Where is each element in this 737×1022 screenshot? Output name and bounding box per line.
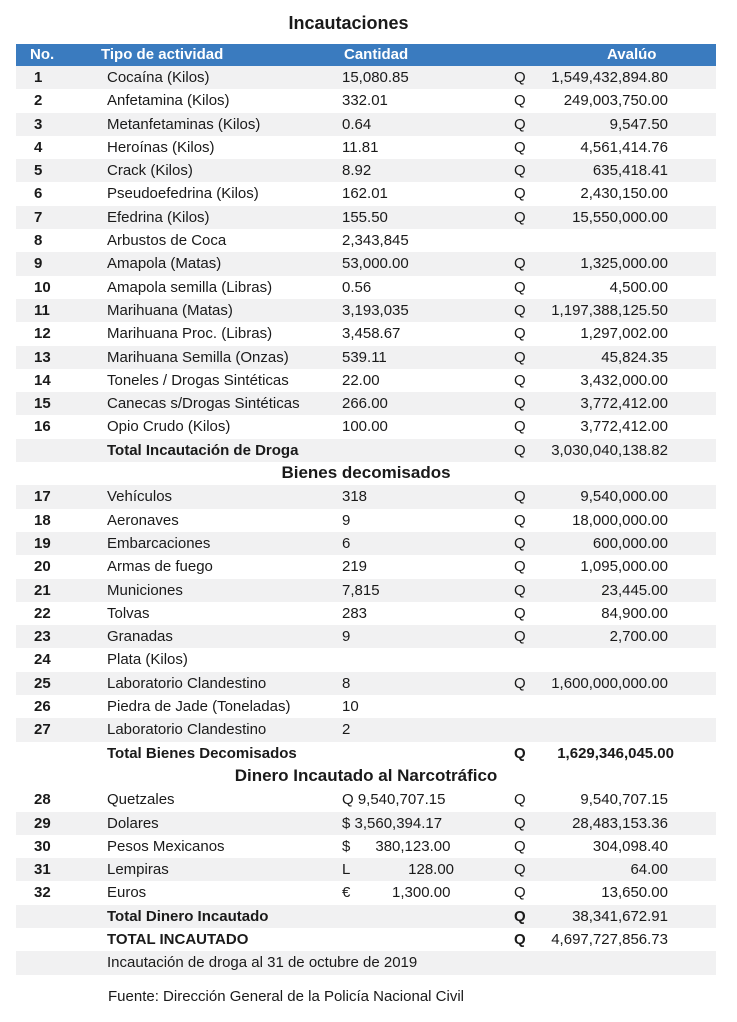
quantity-cell: 7,815 xyxy=(342,581,380,599)
table-row xyxy=(16,392,716,415)
table-row xyxy=(16,66,716,89)
total-value: 1,629,346,045.00 xyxy=(557,744,674,762)
currency-symbol: Q xyxy=(514,115,526,133)
currency-symbol: Q xyxy=(514,371,526,389)
row-number: 27 xyxy=(34,721,51,739)
activity-name: Canecas s/Drogas Sintéticas xyxy=(107,395,300,413)
table-row xyxy=(16,509,716,532)
total-label: Total Dinero Incautado xyxy=(107,907,269,925)
total-label: TOTAL INCAUTADO xyxy=(107,930,249,948)
currency-symbol: Q xyxy=(514,861,526,879)
row-number: 9 xyxy=(34,255,43,273)
quantity-cell: 0.56 xyxy=(342,278,372,296)
activity-name: Embarcaciones xyxy=(107,534,211,552)
quantity-cell: 0.64 xyxy=(342,115,372,133)
table-row xyxy=(16,672,716,695)
value-cell: 3,772,412.00 xyxy=(580,395,668,413)
currency-symbol: Q xyxy=(514,185,526,203)
value-cell: 3,772,412.00 xyxy=(580,418,668,436)
activity-name: Lempiras xyxy=(107,861,169,879)
row-number: 2 xyxy=(34,92,43,110)
table-row xyxy=(16,835,716,858)
currency-symbol: Q xyxy=(514,208,526,226)
section-heading-text: Bienes decomisados xyxy=(281,463,451,483)
table-row xyxy=(16,252,716,275)
quantity-cell: 155.50 xyxy=(342,208,388,226)
quantity-cell: 6 xyxy=(342,534,351,552)
quantity-cell: 332.01 xyxy=(342,92,388,110)
quantity-cell: 3,193,035 xyxy=(342,301,409,319)
table-row xyxy=(16,322,716,345)
value-cell: 1,297,002.00 xyxy=(580,325,668,343)
total-value: 3,030,040,138.82 xyxy=(551,441,668,459)
section-heading xyxy=(16,462,716,485)
header-value: Avalúo xyxy=(607,46,657,63)
row-number: 8 xyxy=(34,232,43,250)
quantity-cell: 8 xyxy=(342,674,351,692)
total-row xyxy=(16,905,716,928)
row-number: 5 xyxy=(34,162,43,180)
table-row xyxy=(16,299,716,322)
row-number: 3 xyxy=(34,115,43,133)
value-cell: 28,483,153.36 xyxy=(572,814,668,832)
currency-symbol: Q xyxy=(514,581,526,599)
currency-symbol: Q xyxy=(514,255,526,273)
value-cell: 635,418.41 xyxy=(592,162,668,180)
activity-name: Tolvas xyxy=(107,604,150,622)
activity-name: Opio Crudo (Kilos) xyxy=(107,418,231,436)
activity-name: Cocaína (Kilos) xyxy=(107,69,210,86)
activity-name: Plata (Kilos) xyxy=(107,651,188,669)
section-heading-text: Dinero Incautado al Narcotráfico xyxy=(234,765,498,785)
total-value: 4,697,727,856.73 xyxy=(551,930,668,948)
row-number: 21 xyxy=(34,581,51,599)
quantity-cell: 100.00 xyxy=(342,418,388,436)
table-row xyxy=(16,136,716,159)
activity-name: Marihuana Semilla (Onzas) xyxy=(107,348,289,366)
source-note: Fuente: Dirección General de la Policía Nacional Civil xyxy=(108,988,465,1005)
activity-name: Anfetamina (Kilos) xyxy=(107,92,230,110)
table-row xyxy=(16,206,716,229)
activity-name: Aeronaves xyxy=(107,511,179,529)
row-number: 16 xyxy=(34,418,51,436)
row-number: 31 xyxy=(34,861,51,879)
table-row xyxy=(16,788,716,811)
activity-name: Laboratorio Clandestino xyxy=(107,721,267,739)
currency-symbol: Q xyxy=(514,558,526,576)
table-row xyxy=(16,881,716,904)
table-row xyxy=(16,532,716,555)
page-title: Incautaciones xyxy=(288,13,409,33)
currency-symbol: Q xyxy=(514,418,526,436)
currency-symbol: Q xyxy=(514,884,526,902)
table-row xyxy=(16,415,716,438)
activity-name: Metanfetaminas (Kilos) xyxy=(107,115,261,133)
value-cell: 1,325,000.00 xyxy=(580,255,668,273)
currency-symbol: Q xyxy=(514,278,526,296)
activity-name: Amapola (Matas) xyxy=(107,255,222,273)
table-row xyxy=(16,579,716,602)
quantity-cell: 9 xyxy=(342,628,351,646)
table-row xyxy=(16,113,716,136)
quantity-cell: 162.01 xyxy=(342,185,388,203)
value-cell: 9,540,000.00 xyxy=(580,488,668,506)
activity-name: Marihuana Proc. (Libras) xyxy=(107,325,273,343)
currency-symbol: Q xyxy=(514,69,526,86)
value-cell: 1,549,432,894.80 xyxy=(551,69,668,86)
activity-name: Dolares xyxy=(107,814,159,832)
row-number: 25 xyxy=(34,674,51,692)
row-number: 18 xyxy=(34,511,51,529)
row-number: 11 xyxy=(34,301,50,319)
quantity-cell: $ 3,560,394.17 xyxy=(342,814,443,832)
row-number: 20 xyxy=(34,558,51,576)
value-cell: 304,098.40 xyxy=(592,837,668,855)
row-number: 17 xyxy=(34,488,51,506)
activity-name: Heroínas (Kilos) xyxy=(107,138,215,156)
table-header xyxy=(16,44,716,66)
value-cell: 1,600,000,000.00 xyxy=(551,674,668,692)
currency-symbol: Q xyxy=(514,814,526,832)
header-activity: Tipo de actividad xyxy=(101,46,224,63)
table-row xyxy=(16,602,716,625)
quantity-cell: $ 380,123.00 xyxy=(342,837,451,855)
table-row xyxy=(16,346,716,369)
date-note: Incautación de droga al 31 de octubre de 2019 xyxy=(107,954,418,972)
quantity-cell: 11.81 xyxy=(342,138,379,156)
row-number: 14 xyxy=(34,371,51,389)
activity-name: Euros xyxy=(107,884,147,902)
table-row xyxy=(16,718,716,741)
quantity-cell: 10 xyxy=(342,698,359,716)
value-cell: 600,000.00 xyxy=(592,534,668,552)
table-row xyxy=(16,695,716,718)
currency-symbol: Q xyxy=(514,907,526,925)
quantity-cell: 15,080.85 xyxy=(342,69,409,86)
activity-name: Arbustos de Coca xyxy=(107,232,227,250)
quantity-cell: 219 xyxy=(342,558,368,576)
currency-symbol: Q xyxy=(514,930,526,948)
date-note-row xyxy=(16,951,716,975)
table-row xyxy=(16,369,716,392)
activity-name: Granadas xyxy=(107,628,173,646)
quantity-cell: 266.00 xyxy=(342,395,388,413)
currency-symbol: Q xyxy=(514,628,526,646)
activity-name: Amapola semilla (Libras) xyxy=(107,278,273,296)
table-row xyxy=(16,625,716,648)
quantity-cell: 283 xyxy=(342,604,368,622)
activity-name: Armas de fuego xyxy=(107,558,213,576)
table-row xyxy=(16,89,716,112)
quantity-cell: Q 9,540,707.15 xyxy=(342,791,446,809)
currency-symbol: Q xyxy=(514,837,526,855)
currency-symbol: Q xyxy=(514,744,526,762)
value-cell: 15,550,000.00 xyxy=(572,208,668,226)
activity-name: Pseudoefedrina (Kilos) xyxy=(107,185,259,203)
quantity-cell: 2 xyxy=(342,721,351,739)
currency-symbol: Q xyxy=(514,162,526,180)
activity-name: Efedrina (Kilos) xyxy=(107,208,210,226)
row-number: 24 xyxy=(34,651,51,669)
row-number: 4 xyxy=(34,138,43,156)
total-row xyxy=(16,439,716,462)
activity-name: Pesos Mexicanos xyxy=(107,837,225,855)
row-number: 15 xyxy=(34,395,51,413)
value-cell: 1,197,388,125.50 xyxy=(551,301,668,319)
total-label: Total Incautación de Droga xyxy=(107,441,299,459)
currency-symbol: Q xyxy=(514,604,526,622)
currency-symbol: Q xyxy=(514,534,526,552)
value-cell: 1,095,000.00 xyxy=(580,558,668,576)
activity-name: Laboratorio Clandestino xyxy=(107,674,267,692)
quantity-cell: 53,000.00 xyxy=(342,255,409,273)
header-quantity: Cantidad xyxy=(344,46,409,63)
quantity-cell: L 128.00 xyxy=(342,861,455,879)
activity-name: Crack (Kilos) xyxy=(107,162,193,180)
activity-name: Toneles / Drogas Sintéticas xyxy=(107,371,289,389)
total-label: Total Bienes Decomisados xyxy=(107,744,297,762)
quantity-cell: 2,343,845 xyxy=(342,232,409,250)
value-cell: 45,824.35 xyxy=(601,348,668,366)
currency-symbol: Q xyxy=(514,301,526,319)
section-heading xyxy=(16,765,716,788)
row-number: 19 xyxy=(34,534,51,552)
currency-symbol: Q xyxy=(514,92,526,110)
value-cell: 2,700.00 xyxy=(609,628,668,646)
value-cell: 249,003,750.00 xyxy=(563,92,668,110)
currency-symbol: Q xyxy=(514,791,526,809)
currency-symbol: Q xyxy=(514,325,526,343)
row-number: 12 xyxy=(34,325,51,343)
row-number: 7 xyxy=(34,208,43,226)
activity-name: Municiones xyxy=(107,581,183,599)
value-cell: 13,650.00 xyxy=(601,884,668,902)
table-row xyxy=(16,159,716,182)
total-row xyxy=(16,928,716,951)
table-row xyxy=(16,812,716,835)
table-row xyxy=(16,182,716,205)
total-row xyxy=(16,742,716,765)
row-number: 1 xyxy=(34,69,43,86)
row-number: 10 xyxy=(34,278,51,296)
quantity-cell: 539.11 xyxy=(342,348,387,366)
value-cell: 84,900.00 xyxy=(601,604,668,622)
row-number: 28 xyxy=(34,791,51,809)
value-cell: 3,432,000.00 xyxy=(580,371,668,389)
currency-symbol: Q xyxy=(514,441,526,459)
row-number: 23 xyxy=(34,628,51,646)
quantity-cell: 22.00 xyxy=(342,371,380,389)
quantity-cell: 318 xyxy=(342,488,368,506)
row-number: 29 xyxy=(34,814,51,832)
row-number: 22 xyxy=(34,604,51,622)
quantity-cell: 3,458.67 xyxy=(342,325,401,343)
currency-symbol: Q xyxy=(514,511,526,529)
table-row xyxy=(16,276,716,299)
currency-symbol: Q xyxy=(514,348,526,366)
activity-name: Vehículos xyxy=(107,488,173,506)
activity-name: Marihuana (Matas) xyxy=(107,301,233,319)
table-row xyxy=(16,555,716,578)
row-number: 6 xyxy=(34,185,43,203)
row-number: 26 xyxy=(34,698,51,716)
row-number: 13 xyxy=(34,348,51,366)
currency-symbol: Q xyxy=(514,138,526,156)
value-cell: 4,561,414.76 xyxy=(580,138,668,156)
value-cell: 4,500.00 xyxy=(609,278,668,296)
row-number: 30 xyxy=(34,837,51,855)
table-row xyxy=(16,229,716,252)
quantity-cell: 8.92 xyxy=(342,162,372,180)
activity-name: Piedra de Jade (Toneladas) xyxy=(107,698,291,716)
table-row xyxy=(16,648,716,671)
table-row xyxy=(16,858,716,881)
currency-symbol: Q xyxy=(514,488,526,506)
row-number: 32 xyxy=(34,884,51,902)
value-cell: 2,430,150.00 xyxy=(580,185,668,203)
currency-symbol: Q xyxy=(514,395,526,413)
quantity-cell: € 1,300.00 xyxy=(342,884,451,902)
quantity-cell: 9 xyxy=(342,511,351,529)
currency-symbol: Q xyxy=(514,674,526,692)
total-value: 38,341,672.91 xyxy=(572,907,668,925)
value-cell: 23,445.00 xyxy=(601,581,668,599)
header-no: No. xyxy=(30,46,55,63)
table-body xyxy=(16,66,716,975)
activity-name: Quetzales xyxy=(107,791,175,809)
table-row xyxy=(16,485,716,508)
value-cell: 9,540,707.15 xyxy=(580,791,668,809)
value-cell: 18,000,000.00 xyxy=(572,511,668,529)
value-cell: 64.00 xyxy=(630,861,668,879)
value-cell: 9,547.50 xyxy=(609,115,668,133)
